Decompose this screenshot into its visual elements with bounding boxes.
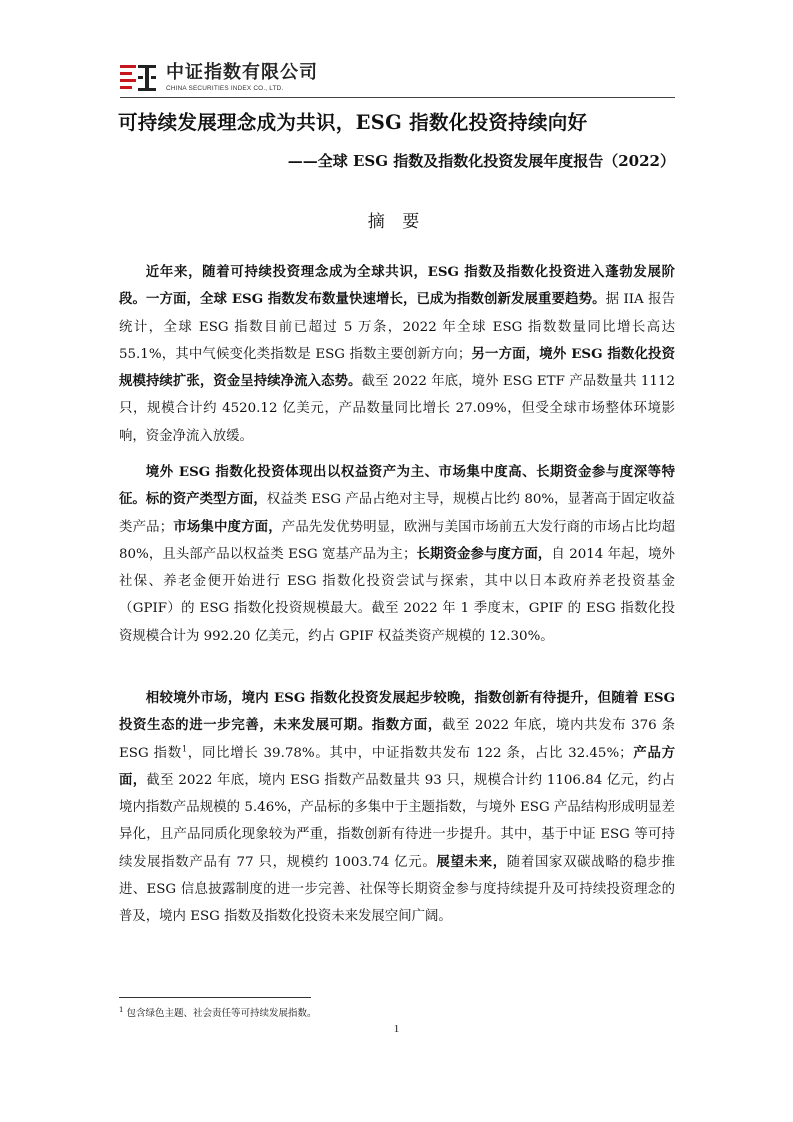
paragraph-2 (119, 459, 675, 650)
paragraph-2-bold-concentration: 市场集中度方面， (173, 518, 282, 535)
paragraph-2-text-2: 产品先发优势明显，欧洲与美国市场前五大发行商的市场占比均超 80%，且头部产品以权益类 ESG 宽基产品为主； (119, 519, 676, 562)
paragraph-2-bold-longterm: 长期资金参与度方面， (416, 545, 552, 562)
paragraph-2-bold-lead: 境外 ESG 指数化投资体现出以权益资产为主、市场集中度高、长期资金参与度深等特征。标的资产类型方面， (119, 464, 675, 508)
header-divider (120, 97, 675, 98)
paragraph-1 (119, 259, 675, 450)
csi-logo-icon (120, 63, 156, 93)
report-subtitle: ——全球 ESG 指数及指数化投资发展年度报告（2022） (287, 152, 675, 170)
report-title: 可持续发展理念成为共识，ESG 指数化投资持续向好 (118, 111, 588, 134)
paragraph-3-bold-products: 产品方面， (119, 744, 676, 788)
page-number: 1 (393, 1023, 400, 1035)
footnote (119, 1005, 317, 1019)
footnote-text: 包含绿色主题、社会责任等可持续发展指数。 (126, 1008, 317, 1019)
paragraph-1-text: 据 IIA 报告统计，全球 ESG 指数目前已超过 5 万条，2022 年全球 ESG 指数数量同比增长高达 55.1%，其中气候变化类指数是 ESG 指数主要创新方向； (119, 292, 675, 362)
footnote-mark: 1 (119, 1005, 124, 1014)
paragraph-1-text-end: 截至 2022 年底，境外 ESG ETF 产品数量共 1112 只，规模合计约 4520.12 亿美元，产品数量同比增长 27.09%，但受全球市场整体环境影响，资金净流入放缓。 (119, 374, 675, 444)
company-name-en: CHINA SECURITIES INDEX CO., LTD. (166, 84, 284, 92)
company-logo (120, 60, 318, 96)
company-name-cn: 中证指数有限公司 (166, 61, 318, 83)
abstract-heading: 摘 要 (367, 212, 426, 232)
paragraph-3-bold-lead: 相较境外市场，境内 ESG 指数化投资发展起步较晚，指数创新有待提升，但随着 ESG 投资生态的进一步完善，未来发展可期。指数方面， (119, 690, 675, 734)
paragraph-1-bold-mid: 另一方面，境外 ESG 指数化投资规模持续扩张，资金呈持续净流入态势。 (119, 345, 675, 390)
paragraph-3 (119, 685, 675, 931)
paragraph-1-bold-lead: 近年来，随着可持续投资理念成为全球共识，ESG 指数及指数化投资进入蓬勃发展阶段。一方面，全球 ESG 指数发布数量快速增长，已成为指数创新发展重要趋势。 (119, 264, 675, 308)
paragraph-3-text: 截至 2022 年底，境内共发布 376 条 ESG 指数 (119, 718, 675, 761)
paragraph-3-text-4: 随着国家双碳战略的稳步推进、ESG 信息披露制度的进一步完善、社保等长期资金参与度持续提升及可持续投资理念的普及，境内 ESG 指数及指数化投资未来发展空间广阔。 (119, 854, 676, 925)
paragraph-2-text: 权益类 ESG 产品占绝对主导，规模占比约 80%，显著高于固定收益类产品； (119, 492, 675, 535)
paragraph-3-text-3: 截至 2022 年底，境内 ESG 指数产品数量共 93 只，规模合计约 1106.84 亿元，约占境内指数产品规模的 5.46%，产品标的多集中于主题指数，与境外 ESG 产品结构形成明显差异化，且产品同质化现象较为严重，指数创新有待进一步提升。其中，基于中证 ESG 等可持续发展指数产品有 77 只，规模约 1003.74 亿元。 (119, 772, 676, 870)
paragraph-3-text-2: ，同比增长 39.78%。其中，中证指数共发布 122 条，占比 32.45%； (187, 745, 633, 761)
paragraph-3-bold-outlook: 展望未来， (436, 853, 507, 870)
paragraph-2-text-3: 自 2014 年起，境外社保、养老金便开始进行 ESG 指数化投资尝试与探索，其中以日本政府养老投资基金（GPIF）的 ESG 指数化投资规模最大。截至 2022 年 1 季度末，GPIF 的 ESG 指数化投资规模合计为 992.20 亿美元，约占 GPIF 权益类资产规模的 12.30%。 (119, 546, 676, 644)
footnote-reference[interactable]: 1 (181, 744, 188, 754)
footnote-divider (119, 997, 311, 998)
